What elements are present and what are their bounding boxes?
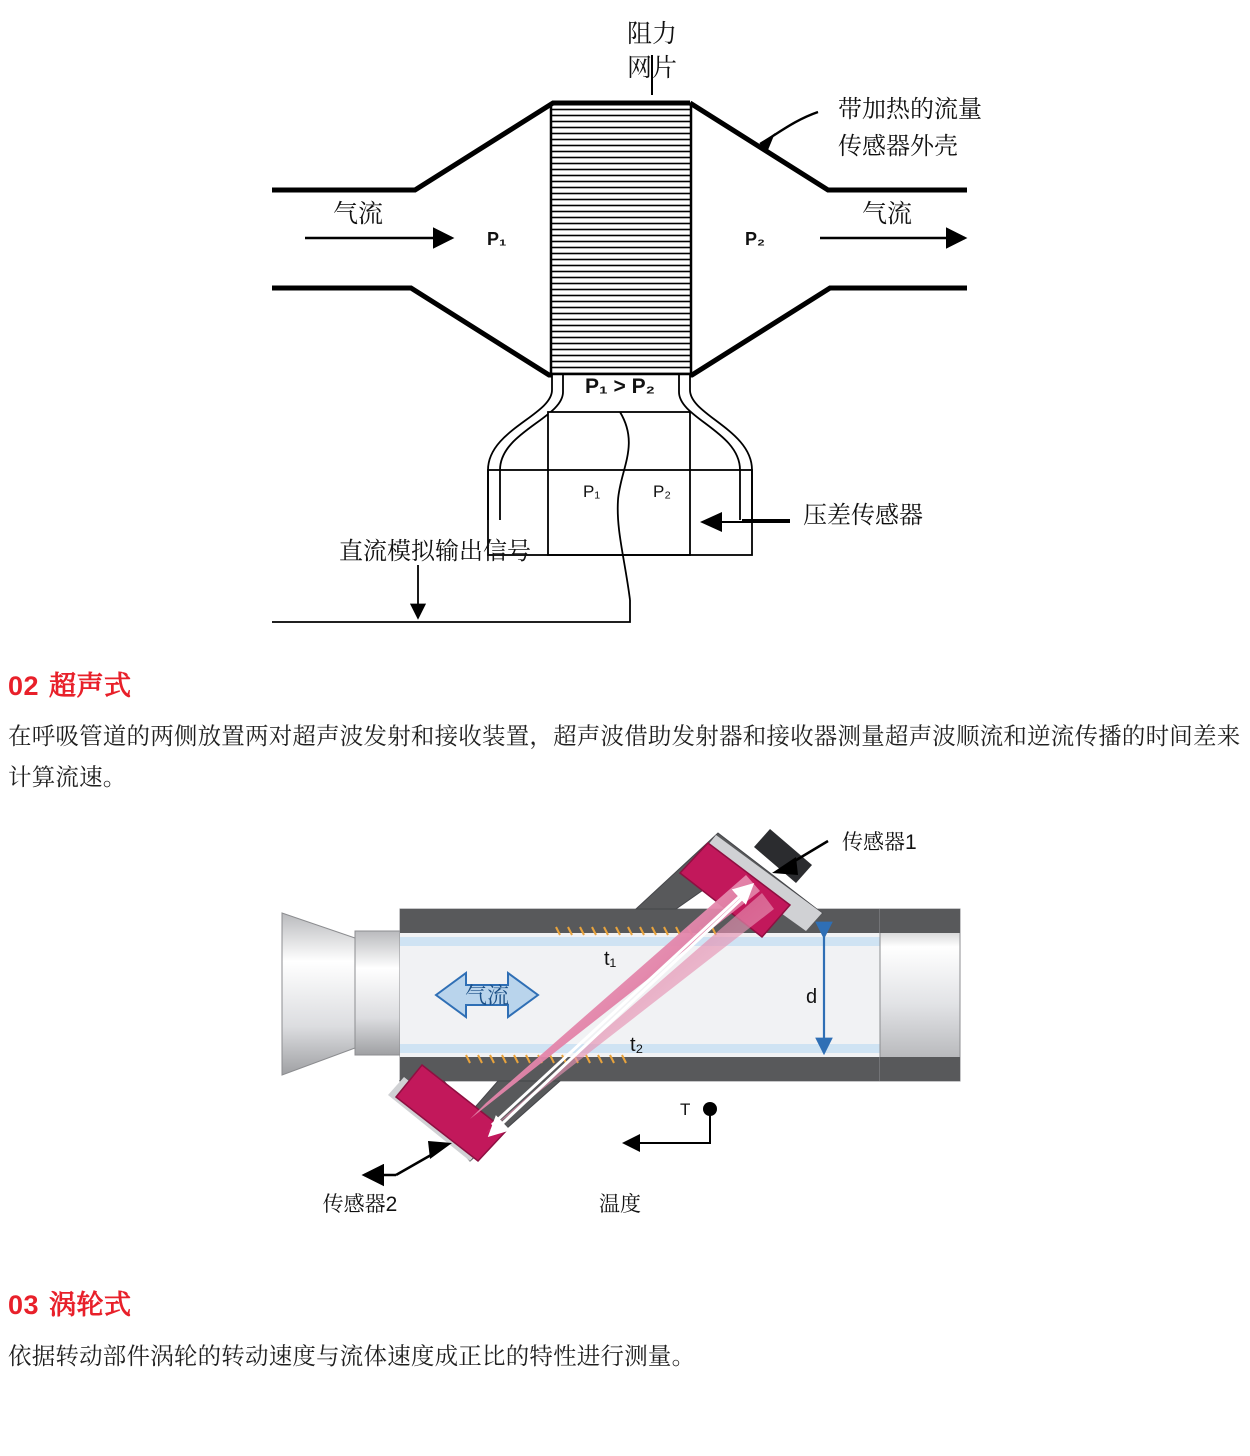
label-mesh-line1: 阻力	[626, 20, 678, 48]
label-housing-line1: 带加热的流量	[838, 96, 982, 123]
figure-ultrasonic	[0, 813, 1250, 1243]
label-p2-pipe: P₂	[745, 229, 766, 249]
section-heading-03	[8, 1289, 1250, 1321]
label-airflow-left: 气流	[333, 200, 384, 228]
figure-differential-pressure	[0, 0, 1250, 670]
label-t2: t₂	[630, 1034, 644, 1057]
label-diff-sensor: 压差传感器	[803, 502, 923, 529]
section-body-02: 在呼吸管道的两侧放置两对超声波发射和接收装置，超声波借助发射器和接收器测量超声波顺流和逆流传播的时间差来计算流速。	[8, 723, 1241, 790]
label-sensor-2: 传感器2	[322, 1193, 398, 1217]
label-d: d	[806, 986, 818, 1009]
section-title-02: 超声式	[49, 671, 132, 701]
section-number-02: 02	[8, 671, 40, 701]
label-temperature: 温度	[599, 1193, 641, 1217]
label-sensor-1: 传感器1	[842, 831, 917, 855]
section-body-03: 依据转动部件涡轮的转动速度与流体速度成正比的特性进行测量。	[8, 1342, 696, 1369]
section-title-03: 涡轮式	[49, 1290, 132, 1321]
label-airflow: 气流	[464, 983, 510, 1009]
label-pressure-relation: P₁ > P₂	[585, 375, 655, 398]
label-output-signal: 直流模拟输出信号	[339, 538, 531, 565]
label-housing-line2: 传感器外壳	[838, 133, 958, 160]
section-number-03: 03	[8, 1290, 40, 1321]
label-p1-sensor: P₁	[583, 482, 601, 501]
label-p2-sensor: P₂	[653, 482, 671, 501]
section-heading-02	[8, 670, 1250, 702]
label-mesh-line2: 网片	[626, 54, 678, 82]
label-t-point: T	[680, 1100, 691, 1120]
label-t1: t₁	[604, 948, 617, 971]
label-p1-pipe: P₁	[487, 229, 507, 249]
label-airflow-right: 气流	[862, 200, 913, 228]
